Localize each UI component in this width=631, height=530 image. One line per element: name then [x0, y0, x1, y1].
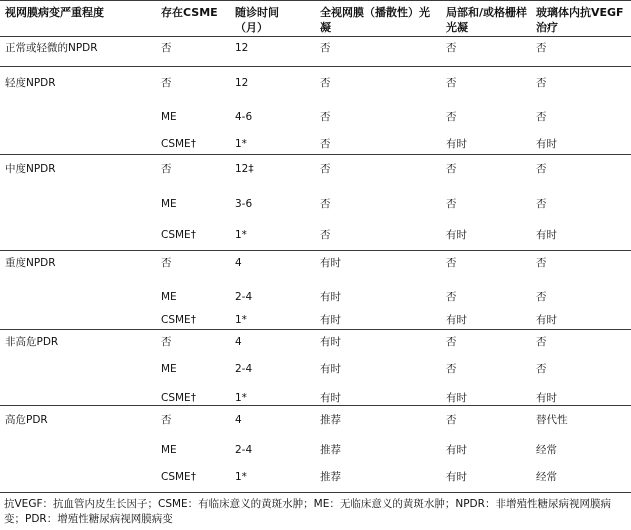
- cell-focal: 否: [446, 257, 457, 269]
- cell-focal: 否: [446, 291, 457, 303]
- cell-prp: 否: [320, 138, 331, 150]
- cell-csme: CSME†: [161, 138, 196, 150]
- cell-focal: 否: [446, 77, 457, 89]
- cell-csme: 否: [161, 42, 172, 54]
- cell-csme: CSME†: [161, 314, 196, 326]
- cell-vegf: 否: [536, 198, 547, 210]
- cell-focal: 否: [446, 414, 457, 426]
- cell-followup: 4-6: [235, 111, 253, 123]
- severity-label: 正常或轻微的NPDR: [5, 42, 98, 54]
- cell-prp: 有时: [320, 314, 341, 326]
- cell-vegf: 否: [536, 42, 547, 54]
- header-focal: 局部和/或格栅样光凝: [446, 6, 528, 34]
- header-followup: 随诊时间（月）: [235, 6, 279, 34]
- header-csme: 存在CSME: [161, 6, 218, 19]
- cell-vegf: 替代性: [536, 414, 568, 426]
- header-rule: [0, 36, 631, 37]
- cell-focal: 有时: [446, 229, 467, 241]
- group-rule: [0, 154, 631, 155]
- cell-focal: 否: [446, 163, 457, 175]
- cell-csme: ME: [161, 444, 177, 456]
- cell-focal: 否: [446, 363, 457, 375]
- cell-focal: 有时: [446, 314, 467, 326]
- cell-csme: CSME†: [161, 392, 196, 404]
- cell-csme: CSME†: [161, 229, 196, 241]
- cell-followup: 1*: [235, 314, 247, 326]
- severity-label: 中度NPDR: [5, 163, 56, 175]
- cell-followup: 2-4: [235, 444, 253, 456]
- cell-followup: 1*: [235, 229, 247, 241]
- header-severity: 视网膜病变严重程度: [5, 6, 104, 19]
- cell-followup: 4: [235, 336, 242, 348]
- cell-csme: ME: [161, 363, 177, 375]
- cell-csme: 否: [161, 414, 172, 426]
- severity-label: 轻度NPDR: [5, 77, 56, 89]
- cell-vegf: 否: [536, 111, 547, 123]
- cell-focal: 有时: [446, 444, 467, 456]
- cell-csme: ME: [161, 291, 177, 303]
- cell-prp: 有时: [320, 363, 341, 375]
- cell-prp: 否: [320, 229, 331, 241]
- cell-focal: 否: [446, 111, 457, 123]
- cell-csme: 否: [161, 257, 172, 269]
- cell-vegf: 否: [536, 163, 547, 175]
- table-top-rule: [0, 0, 631, 1]
- cell-focal: 有时: [446, 138, 467, 150]
- cell-prp: 否: [320, 111, 331, 123]
- cell-prp: 否: [320, 77, 331, 89]
- table-bottom-rule: [0, 492, 631, 493]
- cell-csme: 否: [161, 336, 172, 348]
- cell-prp: 推荐: [320, 471, 341, 483]
- cell-vegf: 否: [536, 257, 547, 269]
- group-rule: [0, 66, 631, 67]
- cell-vegf: 否: [536, 363, 547, 375]
- cell-focal: 否: [446, 42, 457, 54]
- cell-vegf: 否: [536, 77, 547, 89]
- cell-followup: 1*: [235, 471, 247, 483]
- cell-followup: 1*: [235, 138, 247, 150]
- cell-followup: 2-4: [235, 363, 253, 375]
- cell-followup: 1*: [235, 392, 247, 404]
- header-prp: 全视网膜（播散性）光凝: [320, 6, 430, 34]
- cell-focal: 有时: [446, 471, 467, 483]
- cell-csme: 否: [161, 163, 172, 175]
- cell-csme: ME: [161, 111, 177, 123]
- cell-followup: 4: [235, 414, 242, 426]
- cell-followup: 12: [235, 42, 249, 54]
- cell-prp: 有时: [320, 336, 341, 348]
- cell-prp: 有时: [320, 257, 341, 269]
- cell-focal: 有时: [446, 392, 467, 404]
- cell-followup: 2-4: [235, 291, 253, 303]
- cell-prp: 推荐: [320, 414, 341, 426]
- group-rule: [0, 405, 631, 406]
- cell-prp: 有时: [320, 392, 341, 404]
- cell-prp: 否: [320, 42, 331, 54]
- cell-prp: 推荐: [320, 444, 341, 456]
- cell-followup: 3-6: [235, 198, 253, 210]
- header-vegf: 玻璃体内抗VEGF治疗: [536, 6, 624, 34]
- cell-focal: 否: [446, 336, 457, 348]
- cell-vegf: 否: [536, 291, 547, 303]
- severity-label: 非高危PDR: [5, 336, 59, 348]
- cell-prp: 有时: [320, 291, 341, 303]
- table-footnote: 抗VEGF：抗血管内皮生长因子；CSME：有临床意义的黄斑水肿；ME：无临床意义的黄斑水肿；NPDR：非增殖性糖尿病视网膜病变；PDR：增殖性糖尿病视网膜病变: [4, 498, 611, 525]
- cell-csme: 否: [161, 77, 172, 89]
- cell-vegf: 有时: [536, 314, 557, 326]
- group-rule: [0, 250, 631, 251]
- cell-followup: 12: [235, 77, 249, 89]
- group-rule: [0, 329, 631, 330]
- cell-vegf: 有时: [536, 138, 557, 150]
- cell-followup: 12‡: [235, 163, 254, 175]
- cell-vegf: 否: [536, 336, 547, 348]
- cell-vegf: 经常: [536, 471, 557, 483]
- cell-prp: 否: [320, 163, 331, 175]
- cell-csme: CSME†: [161, 471, 196, 483]
- cell-vegf: 有时: [536, 229, 557, 241]
- cell-focal: 否: [446, 198, 457, 210]
- cell-csme: ME: [161, 198, 177, 210]
- cell-followup: 4: [235, 257, 242, 269]
- severity-label: 重度NPDR: [5, 257, 56, 269]
- severity-label: 高危PDR: [5, 414, 48, 426]
- cell-vegf: 有时: [536, 392, 557, 404]
- cell-vegf: 经常: [536, 444, 557, 456]
- cell-prp: 否: [320, 198, 331, 210]
